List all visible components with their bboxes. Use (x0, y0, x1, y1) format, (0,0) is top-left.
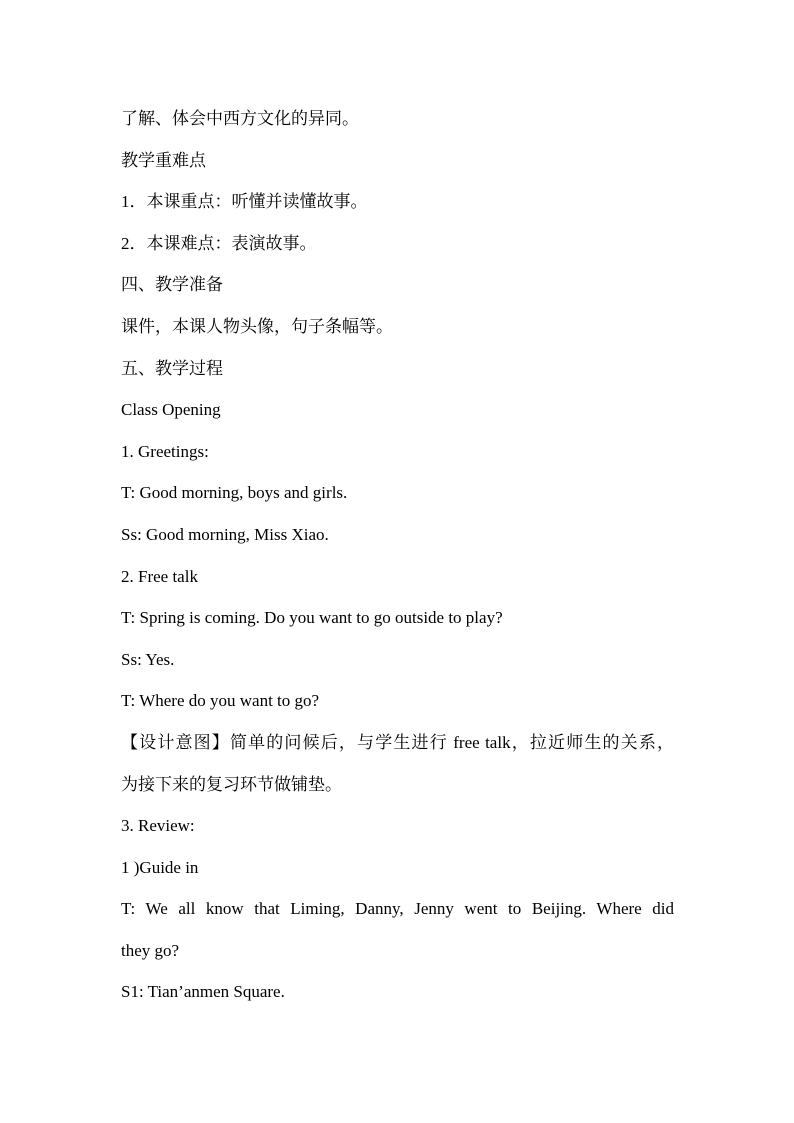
dialogue-line: Ss: Good morning, Miss Xiao. (121, 524, 329, 544)
text-line: 2．本课难点：表演故事。 (121, 233, 317, 253)
dialogue-line: S1: Tian’anmen Square. (121, 982, 285, 1002)
dialogue-line: T: Where do you want to go? (121, 691, 320, 711)
text-line: 课件，本课人物头像，句子条幅等。 (121, 316, 393, 336)
dialogue-line: T: Spring is coming. Do you want to go outside to play? (121, 608, 503, 628)
section-heading: 五、教学过程 (121, 358, 223, 378)
text-line: 3. Review: (121, 816, 195, 836)
design-intent-line: 【设计意图】简单的问候后，与学生进行 free talk，拉近师生的关系， (121, 732, 674, 752)
text-line: 2. Free talk (121, 566, 198, 586)
dialogue-line: Ss: Yes. (121, 649, 175, 669)
subsection-heading: Class Opening (121, 400, 221, 420)
text-line: 1. Greetings: (121, 441, 209, 461)
section-heading: 四、教学准备 (121, 275, 223, 295)
design-intent-line: 为接下来的复习环节做铺垫。 (121, 774, 342, 794)
text-line: 了解、体会中西方文化的异同。 (121, 109, 359, 128)
dialogue-line: T: Good morning, boys and girls. (121, 483, 348, 503)
text-line: 1 )Guide in (121, 857, 199, 877)
section-heading: 教学重难点 (121, 150, 206, 170)
dialogue-line: T: We all know that Liming, Danny, Jenny went to Beijing. Where did (121, 899, 674, 919)
dialogue-line: they go? (121, 940, 180, 960)
text-line: 1．本课重点：听懂并读懂故事。 (121, 192, 368, 212)
document-body (121, 98, 674, 1013)
